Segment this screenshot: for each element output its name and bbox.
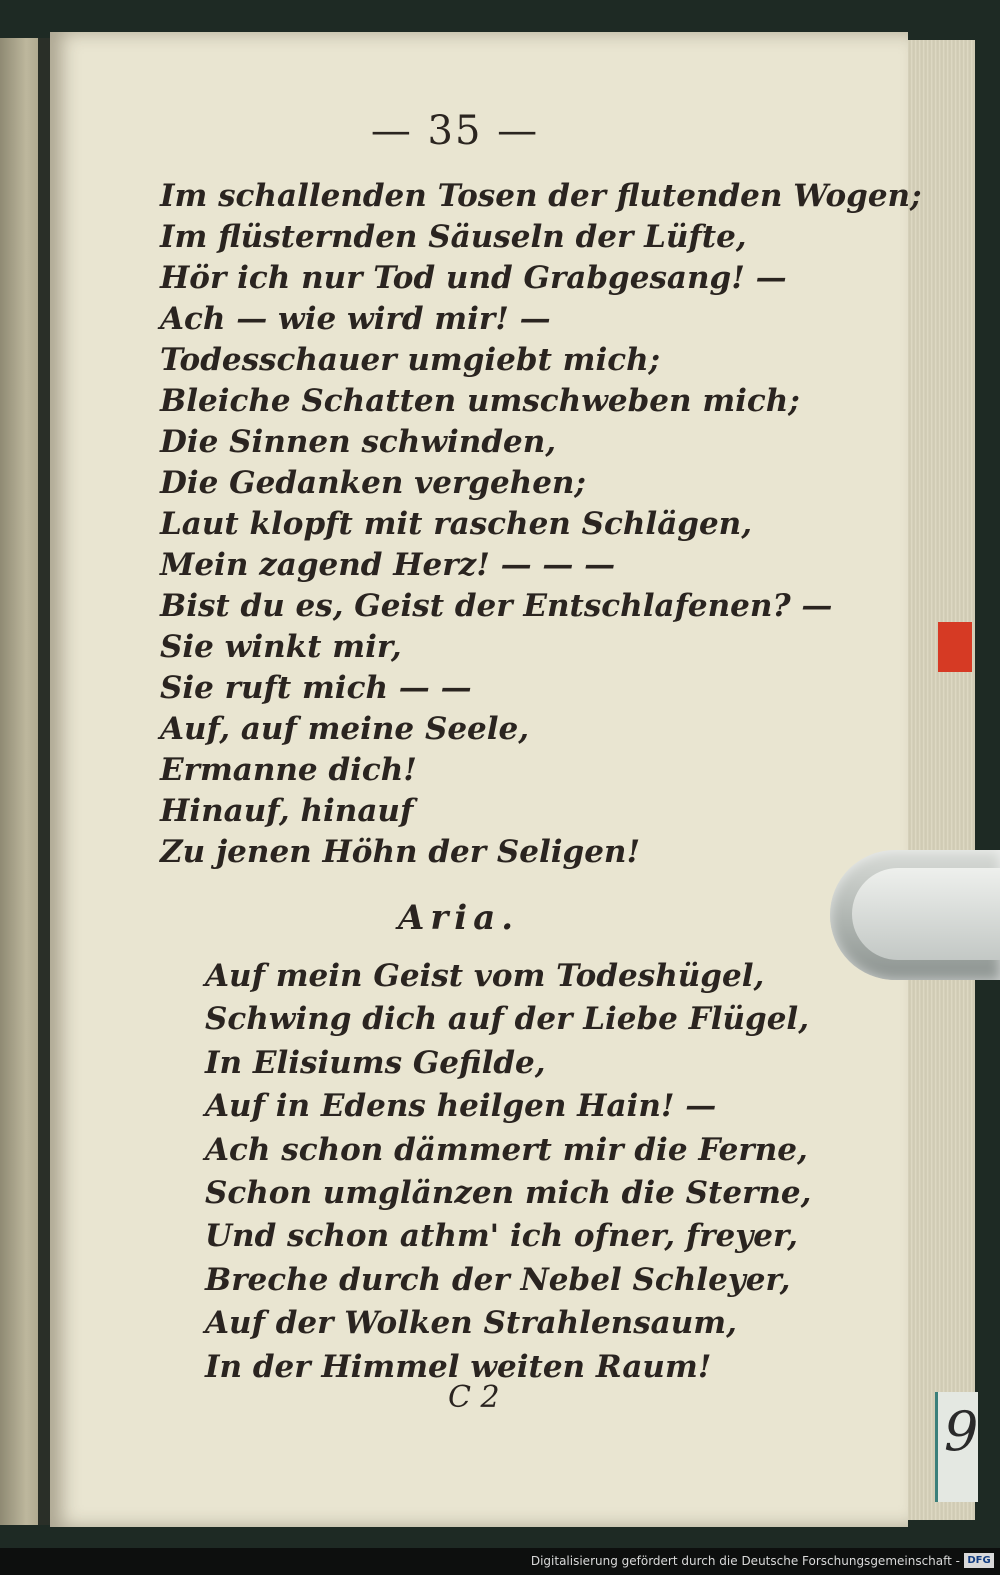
verse-line: Bleiche Schatten umschweben mich; xyxy=(160,383,800,419)
page-number: — 35 — xyxy=(370,108,540,154)
aria-block xyxy=(205,955,811,1389)
aria-line: Schon umglänzen mich die Sterne, xyxy=(205,1174,812,1211)
verse-line: Zu jenen Höhn der Seligen! xyxy=(160,834,641,870)
verse-line: Hör ich nur Tod und Grabgesang! — xyxy=(160,260,787,296)
aria-line: In der Himmel weiten Raum! xyxy=(205,1348,712,1385)
aria-heading: Aria. xyxy=(398,898,520,938)
aria-line: Breche durch der Nebel Schleyer, xyxy=(205,1261,791,1298)
verse-line: Im schallenden Tosen der flutenden Wogen; xyxy=(160,178,922,214)
verse-line: Hinauf, hinauf xyxy=(160,793,414,829)
verse-line: Bist du es, Geist der Entschlafenen? — xyxy=(160,588,833,624)
footer-bar xyxy=(0,1548,1000,1575)
verse-line: Todesschauer umgiebt mich; xyxy=(160,342,661,378)
verse-line: Mein zagend Herz! — — — xyxy=(160,547,616,583)
dfg-logo: DFG xyxy=(964,1553,994,1568)
verse-line: Die Sinnen schwinden, xyxy=(160,424,557,460)
verse-line: Sie winkt mir, xyxy=(160,629,402,665)
verse-line: Im flüsternden Säuseln der Lüfte, xyxy=(160,219,747,255)
aria-line: Ach schon dämmert mir die Ferne, xyxy=(205,1131,808,1168)
gutter-shadow xyxy=(38,38,50,1525)
aria-line: Auf mein Geist vom Todeshügel, xyxy=(205,958,765,994)
verse-line: Auf, auf meine Seele, xyxy=(160,711,530,747)
verse-line: Sie ruft mich — — xyxy=(160,670,472,706)
aria-line: In Elisiums Gefilde, xyxy=(205,1044,546,1081)
stamp-mark: 9 xyxy=(944,1400,978,1463)
red-bookmark-tab xyxy=(938,622,972,672)
footer-credit: Digitalisierung gefördert durch die Deutsche Forschungsgemeinschaft - xyxy=(530,1554,960,1568)
aria-line: Auf der Wolken Strahlensaum, xyxy=(205,1305,737,1342)
verse-block xyxy=(160,176,922,873)
aria-line: Und schon athm' ich ofner, freyer, xyxy=(205,1218,798,1255)
verse-line: Ermanne dich! xyxy=(160,752,417,788)
page-clip-highlight xyxy=(852,868,1000,960)
library-stamp xyxy=(935,1392,978,1502)
verse-line: Die Gedanken vergehen; xyxy=(160,465,586,501)
verse-line: Laut klopft mit raschen Schlägen, xyxy=(160,506,753,542)
verse-line: Ach — wie wird mir! — xyxy=(160,301,551,337)
aria-line: Schwing dich auf der Liebe Flügel, xyxy=(205,1001,809,1038)
aria-line: Auf in Edens heilgen Hain! — xyxy=(205,1088,717,1125)
signature-mark: C 2 xyxy=(448,1380,500,1415)
